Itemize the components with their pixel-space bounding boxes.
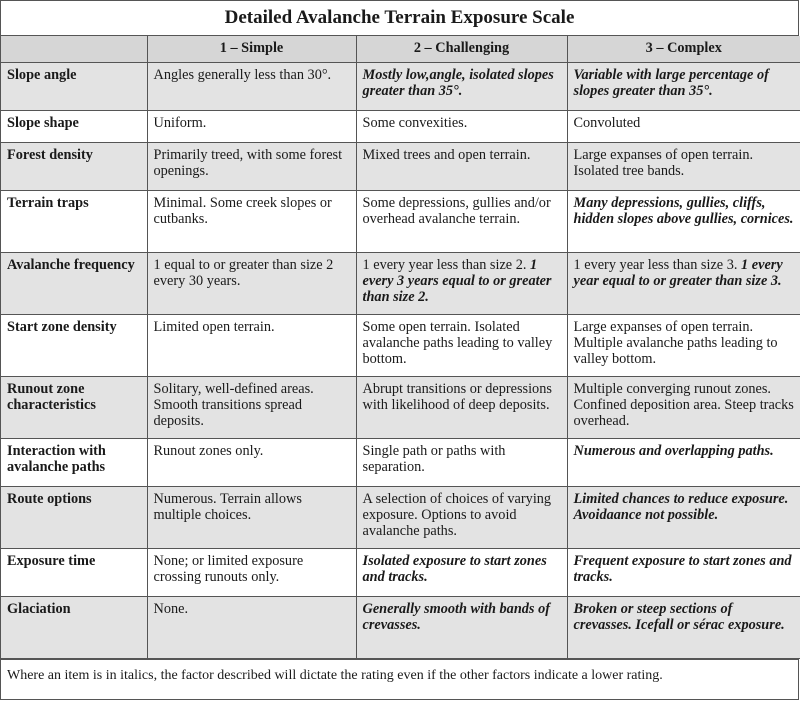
row-label: Route options <box>1 486 147 548</box>
cell-text: Some depressions, gullies and/or overhead avalanche terrain. <box>362 194 551 227</box>
cell-text: Runout zones only. <box>153 442 264 459</box>
cell-simple <box>147 110 356 142</box>
cell-text: Variable with large percentage of slopes greater than 35°. <box>573 66 769 99</box>
cell-complex <box>567 190 800 252</box>
cell-text: Mostly low,angle, isolated slopes greater than 35°. <box>362 66 554 99</box>
row-label: Exposure time <box>1 548 147 596</box>
cell-simple <box>147 596 356 658</box>
cell-challenging <box>356 252 567 314</box>
cell-simple <box>147 142 356 190</box>
cell-text: 1 equal to or greater than size 2 every 30 years. <box>153 256 334 289</box>
row-label: Terrain traps <box>1 190 147 252</box>
cell-simple <box>147 376 356 438</box>
cell-challenging <box>356 314 567 376</box>
cell-complex <box>567 252 800 314</box>
cell-simple <box>147 62 356 110</box>
cell-text: None. <box>153 600 189 617</box>
cell-complex <box>567 486 800 548</box>
cell-text: Mixed trees and open terrain. <box>362 146 531 163</box>
cell-challenging <box>356 110 567 142</box>
cell-text: Numerous. Terrain allows multiple choices. <box>153 490 302 523</box>
row-label: Slope shape <box>1 110 147 142</box>
row-label: Runout zone characteristics <box>1 376 147 438</box>
cell-text: 1 every year equal to or greater than size 3. <box>573 256 783 289</box>
cell-simple <box>147 314 356 376</box>
cell-text: Uniform. <box>153 114 207 131</box>
exposure-scale-table <box>1 36 800 659</box>
cell-text: 1 every year less than size 3. <box>573 256 742 273</box>
cell-text: Minimal. Some creek slopes or cutbanks. <box>153 194 332 227</box>
header-complex: 3 – Complex <box>567 36 800 62</box>
row-label: Slope angle <box>1 62 147 110</box>
table-row <box>1 142 800 190</box>
cell-simple <box>147 548 356 596</box>
cell-text: Some open terrain. Isolated avalanche paths leading to valley bottom. <box>362 318 553 367</box>
cell-complex <box>567 438 800 486</box>
cell-text: Multiple converging runout zones. Confined deposition area. Steep tracks overhead. <box>573 380 794 429</box>
cell-complex <box>567 596 800 658</box>
table-title: Detailed Avalanche Terrain Exposure Scale <box>1 1 798 36</box>
row-label: Start zone density <box>1 314 147 376</box>
cell-text: Convoluted <box>573 114 641 131</box>
table-row <box>1 486 800 548</box>
cell-complex <box>567 376 800 438</box>
table-row <box>1 62 800 110</box>
cell-complex <box>567 548 800 596</box>
cell-simple <box>147 438 356 486</box>
cell-challenging <box>356 142 567 190</box>
cell-complex <box>567 110 800 142</box>
row-label: Forest density <box>1 142 147 190</box>
cell-complex <box>567 314 800 376</box>
cell-text: Numerous and overlapping paths. <box>573 442 774 459</box>
cell-challenging <box>356 376 567 438</box>
header-challenging: 2 – Challenging <box>356 36 567 62</box>
table-row <box>1 596 800 658</box>
cell-simple <box>147 486 356 548</box>
table-row <box>1 438 800 486</box>
cell-challenging <box>356 438 567 486</box>
table-row <box>1 376 800 438</box>
header-blank <box>1 36 147 62</box>
cell-text: Large expanses of open terrain. Multiple avalanche paths leading to valley bottom. <box>573 318 778 367</box>
cell-challenging <box>356 486 567 548</box>
cell-text: Angles generally less than 30°. <box>153 66 332 83</box>
cell-simple <box>147 252 356 314</box>
table-row <box>1 252 800 314</box>
cell-text: Single path or paths with separation. <box>362 442 506 475</box>
table-row <box>1 110 800 142</box>
cell-text: None; or limited exposure crossing runouts only. <box>153 552 304 585</box>
cell-text: Large expanses of open terrain. Isolated tree bands. <box>573 146 754 179</box>
cell-text: Some convexities. <box>362 114 468 131</box>
cell-complex <box>567 142 800 190</box>
cell-text: Abrupt transitions or depressions with likelihood of deep deposits. <box>362 380 552 413</box>
header-simple: 1 – Simple <box>147 36 356 62</box>
row-label: Glaciation <box>1 596 147 658</box>
cell-text: Generally smooth with bands of crevasses. <box>362 600 550 633</box>
header-row <box>1 36 800 62</box>
table-row <box>1 314 800 376</box>
cell-text: Frequent exposure to start zones and tracks. <box>573 552 792 585</box>
cell-text: 1 every year less than size 2. <box>362 256 531 273</box>
cell-text: Limited chances to reduce exposure. Avoidaance not possible. <box>573 490 789 523</box>
table-row <box>1 190 800 252</box>
cell-simple <box>147 190 356 252</box>
cell-challenging <box>356 548 567 596</box>
cell-challenging <box>356 190 567 252</box>
cell-text: 1 every 3 years equal to or greater than size 2. <box>362 256 552 305</box>
footnote: Where an item is in italics, the factor described will dictate the rating even if the other factors indicate a lower rating. <box>1 659 798 692</box>
cell-text: Primarily treed, with some forest openings. <box>153 146 343 179</box>
cell-text: Isolated exposure to start zones and tracks. <box>362 552 547 585</box>
cell-text: Broken or steep sections of crevasses. Icefall or sérac exposure. <box>573 600 785 633</box>
cell-text: Limited open terrain. <box>153 318 275 335</box>
cell-text: A selection of choices of varying exposure. Options to avoid avalanche paths. <box>362 490 552 539</box>
row-label: Avalanche frequency <box>1 252 147 314</box>
cell-complex <box>567 62 800 110</box>
table-row <box>1 548 800 596</box>
cell-text: Solitary, well-defined areas. Smooth transitions spread deposits. <box>153 380 314 429</box>
cell-challenging <box>356 596 567 658</box>
cell-challenging <box>356 62 567 110</box>
cell-text: Many depressions, gullies, cliffs, hidden slopes above gullies, cornices. <box>573 194 794 227</box>
row-label: Interaction with avalanche paths <box>1 438 147 486</box>
